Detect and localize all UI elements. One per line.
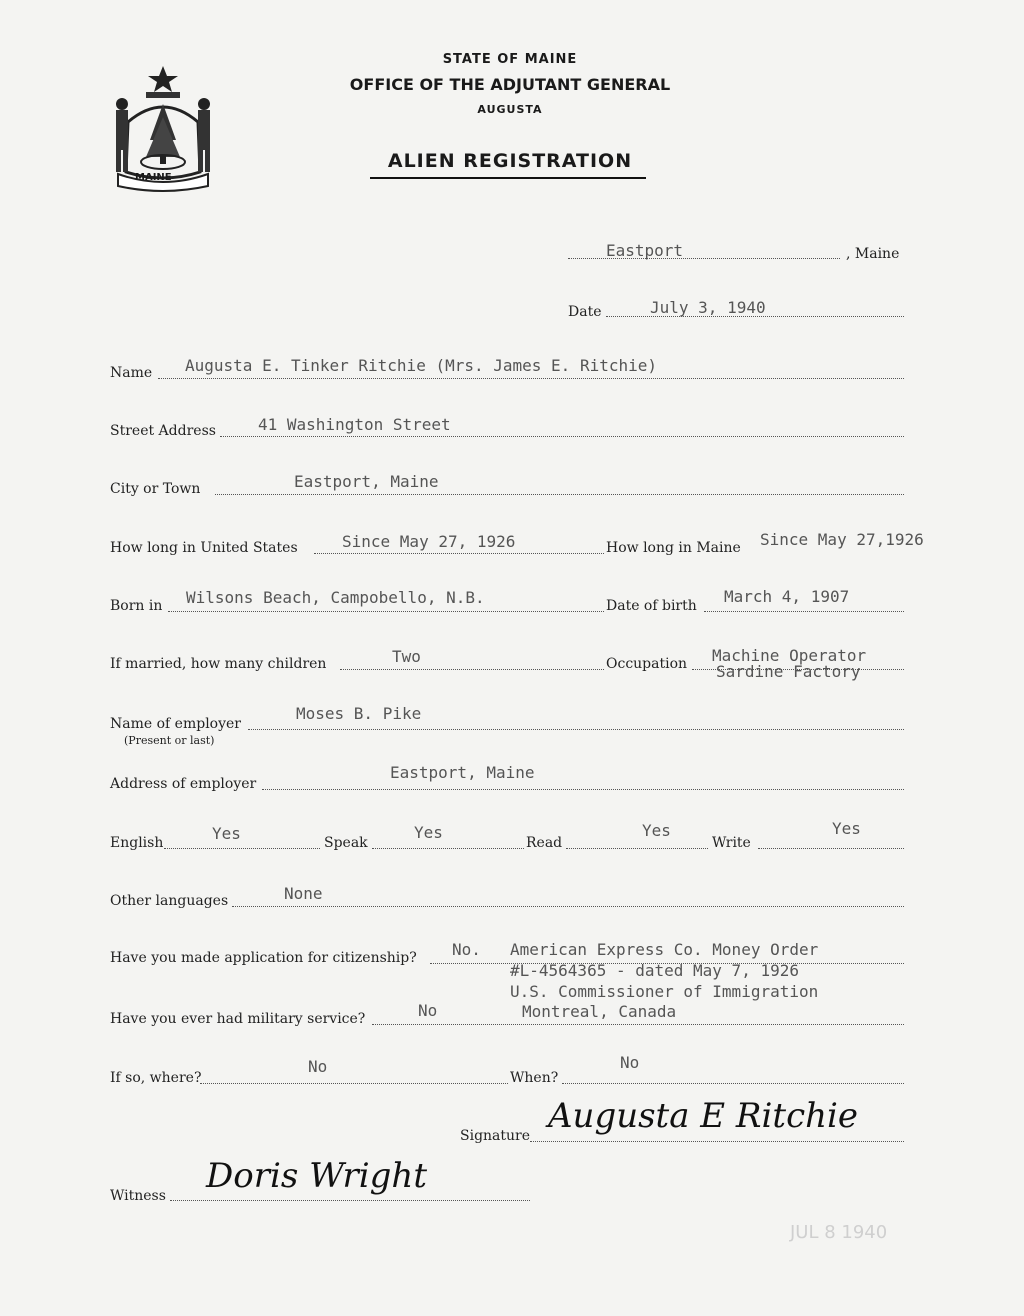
city-line [215, 494, 904, 495]
how-long-us-label: How long in United States [110, 540, 298, 556]
place-suffix: , Maine [846, 246, 900, 262]
witness-line [170, 1200, 530, 1201]
write-value: Yes [832, 819, 861, 838]
children-label: If married, how many children [110, 656, 327, 672]
citizenship-value: No. [452, 940, 481, 959]
name-line [158, 378, 904, 379]
occupation-value-1: Machine Operator [712, 646, 867, 665]
children-line [340, 669, 604, 670]
dob-label: Date of birth [606, 598, 697, 614]
citizenship-label: Have you made application for citizenship? [110, 950, 417, 966]
form-title: ALIEN REGISTRATION [387, 150, 633, 172]
dob-line [704, 611, 904, 612]
header-state: STATE OF MAINE [442, 52, 578, 67]
born-in-line [168, 611, 604, 612]
date-value: July 3, 1940 [650, 298, 766, 317]
children-value: Two [392, 647, 421, 666]
read-value: Yes [642, 821, 671, 840]
how-long-us-value: Since May 27, 1926 [342, 532, 516, 551]
citizenship-note-1: American Express Co. Money Order [510, 940, 819, 959]
city-value: Eastport, Maine [294, 472, 439, 491]
witness-label: Witness [110, 1188, 166, 1204]
when-line [562, 1083, 904, 1084]
how-long-maine-label: How long in Maine [606, 540, 741, 556]
street-value: 41 Washington Street [258, 415, 451, 434]
born-in-label: Born in [110, 598, 163, 614]
occupation-value-2: Sardine Factory [716, 662, 861, 681]
witness-value: Doris Wright [206, 1156, 427, 1196]
born-in-value: Wilsons Beach, Campobello, N.B. [186, 588, 485, 607]
occupation-label: Occupation [606, 656, 688, 672]
speak-value: Yes [414, 823, 443, 842]
read-line [566, 848, 708, 849]
employer-address-label: Address of employer [110, 776, 257, 792]
where-label: If so, where? [110, 1070, 202, 1086]
employer-sublabel: (Present or last) [124, 734, 215, 747]
how-long-us-line [314, 553, 604, 554]
name-value: Augusta E. Tinker Ritchie (Mrs. James E. Ritchie) [185, 356, 658, 375]
where-value: No [308, 1057, 328, 1076]
street-label: Street Address [110, 423, 216, 439]
english-line [164, 848, 320, 849]
seal-banner-text: MAINE [135, 172, 172, 183]
citizenship-note-3: U.S. Commissioner of Immigration [510, 982, 819, 1001]
employer-label: Name of employer [110, 716, 241, 732]
employer-value: Moses B. Pike [296, 704, 422, 723]
street-line [220, 436, 904, 437]
military-value: No [418, 1001, 438, 1020]
other-languages-line [232, 906, 904, 907]
dob-value: March 4, 1907 [724, 587, 850, 606]
employer-address-line [262, 789, 904, 790]
military-label: Have you ever had military service? [110, 1011, 366, 1027]
signature-value: Augusta E Ritchie [548, 1096, 859, 1136]
place-value: Eastport [606, 241, 684, 260]
other-languages-value: None [284, 884, 323, 903]
received-stamp: JUL 8 1940 [790, 1222, 888, 1243]
signature-label: Signature [460, 1128, 531, 1144]
citizenship-note-2: #L-4564365 - dated May 7, 1926 [510, 961, 799, 980]
read-label: Read [526, 835, 563, 851]
write-label: Write [712, 835, 751, 851]
english-value: Yes [212, 824, 241, 843]
title-underline [370, 177, 646, 179]
how-long-maine-value: Since May 27,1926 [760, 530, 924, 549]
speak-line [372, 848, 524, 849]
signature-line [530, 1141, 904, 1142]
employer-line [248, 729, 904, 730]
name-label: Name [110, 365, 153, 381]
citizenship-note-4: Montreal, Canada [522, 1002, 677, 1021]
military-line [372, 1024, 904, 1025]
when-label: When? [510, 1070, 559, 1086]
header-city: AUGUSTA [477, 103, 543, 116]
header-office: OFFICE OF THE ADJUTANT GENERAL [349, 75, 671, 94]
date-label: Date [568, 304, 602, 320]
employer-address-value: Eastport, Maine [390, 763, 535, 782]
english-label: English [110, 835, 164, 851]
speak-label: Speak [324, 835, 368, 851]
other-languages-label: Other languages [110, 893, 229, 909]
write-line [758, 848, 904, 849]
city-label: City or Town [110, 481, 201, 497]
when-value: No [620, 1053, 640, 1072]
where-line [200, 1083, 508, 1084]
